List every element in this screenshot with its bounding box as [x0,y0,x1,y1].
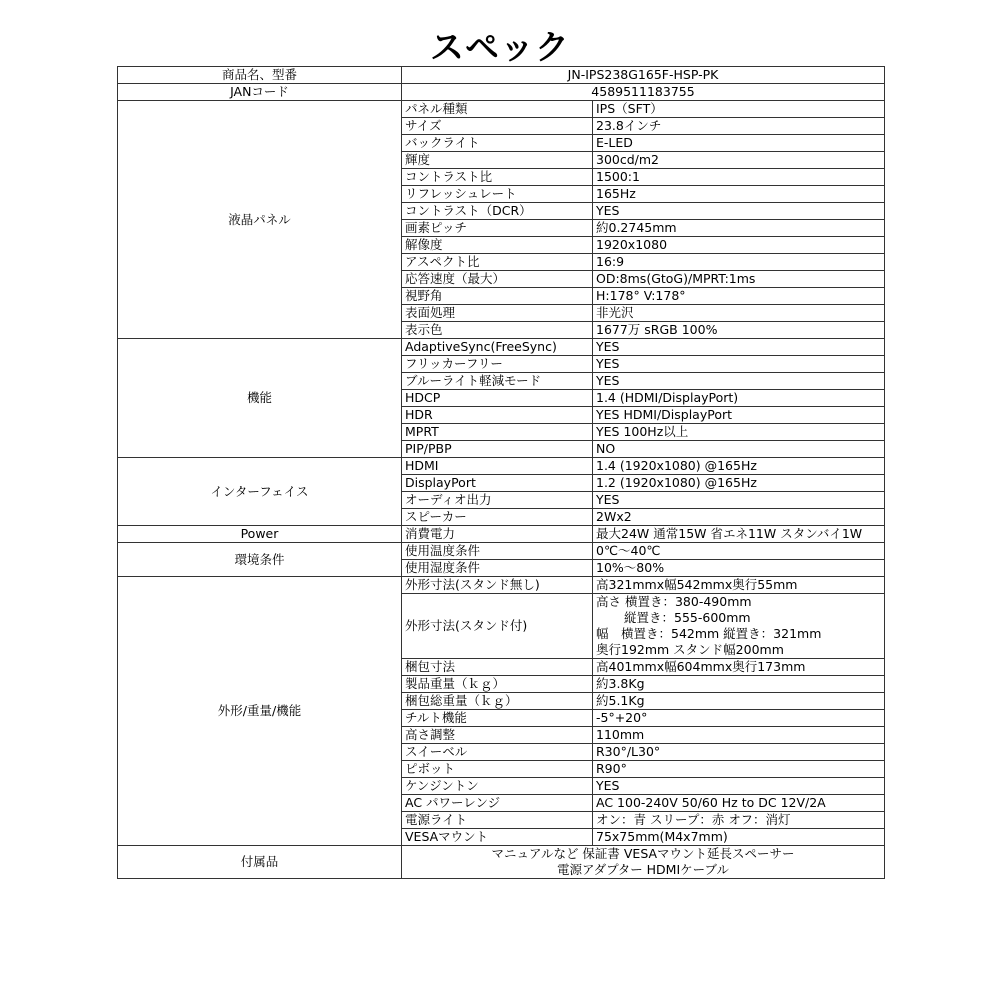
spec-value: 非光沢 [593,305,885,322]
category-cell: 機能 [118,339,402,458]
spec-label: HDMI [402,458,593,475]
spec-value: YES [593,356,885,373]
spec-label: アスペクト比 [402,254,593,271]
spec-label: HDCP [402,390,593,407]
spec-table [117,66,885,879]
spec-label: ブルーライト軽減モード [402,373,593,390]
spec-label: 表面処理 [402,305,593,322]
spec-value: 約5.1Kg [593,693,885,710]
spec-value-line: 奥行192mm スタンド幅200mm [596,642,784,657]
category-cell: 環境条件 [118,543,402,577]
spec-value: 16:9 [593,254,885,271]
spec-value: OD:8ms(GtoG)/MPRT:1ms [593,271,885,288]
spec-value: 約0.2745mm [593,220,885,237]
accessories-row [118,846,885,879]
spec-value: 165Hz [593,186,885,203]
spec-value: 1677万 sRGB 100% [593,322,885,339]
spec-value: NO [593,441,885,458]
spec-value: YES [593,492,885,509]
spec-label: 製品重量（ｋｇ） [402,676,593,693]
spec-label: 消費電力 [402,526,593,543]
spec-value-line: 高さ 横置き：380-490mm [596,594,752,609]
spec-label: AC パワーレンジ [402,795,593,812]
spec-label: 電源ライト [402,812,593,829]
spec-value: YES [593,203,885,220]
spec-value-line: 幅 横置き：542mm 縦置き：321mm [596,626,822,641]
spec-value: R30°/L30° [593,744,885,761]
spec-label: 梱包寸法 [402,659,593,676]
spec-table-body [118,67,885,879]
spec-value: 1.4 (HDMI/DisplayPort) [593,390,885,407]
spec-value: 1920x1080 [593,237,885,254]
spec-label: スピーカー [402,509,593,526]
spec-label: 使用温度条件 [402,543,593,560]
spec-value: 23.8インチ [593,118,885,135]
accessories-line: マニュアルなど 保証書 VESAマウント延長スペーサー [491,846,795,861]
spec-label: ケンジントン [402,778,593,795]
category-cell: 外形/重量/機能 [118,577,402,846]
spec-value: 高401mmx幅604mmx奥行173mm [593,659,885,676]
spec-label: 応答速度（最大） [402,271,593,288]
header-label: JANコード [118,84,402,101]
spec-value: E-LED [593,135,885,152]
spec-label: ピボット [402,761,593,778]
spec-value: R90° [593,761,885,778]
spec-value: オン：青 スリープ：赤 オフ：消灯 [593,812,885,829]
spec-value: 110mm [593,727,885,744]
header-row [118,67,885,84]
spec-value: YES [593,339,885,356]
spec-label: リフレッシュレート [402,186,593,203]
category-cell: 液晶パネル [118,101,402,339]
spec-value: YES [593,373,885,390]
spec-value: 1500:1 [593,169,885,186]
category-cell: 付属品 [118,846,402,879]
spec-value: 0℃～40℃ [593,543,885,560]
spec-label: PIP/PBP [402,441,593,458]
table-row [118,101,885,118]
category-cell: インターフェイス [118,458,402,526]
spec-label: スイーベル [402,744,593,761]
spec-value: YES [593,778,885,795]
spec-value [593,594,885,659]
spec-label: オーディオ出力 [402,492,593,509]
category-cell: Power [118,526,402,543]
spec-value: AC 100-240V 50/60 Hz to DC 12V/2A [593,795,885,812]
header-value: 4589511183755 [402,84,885,101]
spec-value: 300cd/m2 [593,152,885,169]
spec-value: 約3.8Kg [593,676,885,693]
spec-label: 梱包総重量（ｋｇ） [402,693,593,710]
spec-label: 視野角 [402,288,593,305]
header-row [118,84,885,101]
spec-value: H:178° V:178° [593,288,885,305]
spec-value: 75x75mm(M4x7mm) [593,829,885,846]
spec-label: バックライト [402,135,593,152]
spec-value: YES HDMI/DisplayPort [593,407,885,424]
spec-label: 画素ピッチ [402,220,593,237]
spec-value: 1.4 (1920x1080) @165Hz [593,458,885,475]
spec-value: YES 100Hz以上 [593,424,885,441]
spec-label: AdaptiveSync(FreeSync) [402,339,593,356]
spec-value: 高321mmx幅542mmx奥行55mm [593,577,885,594]
spec-label: 外形寸法(スタンド無し) [402,577,593,594]
spec-label: 使用湿度条件 [402,560,593,577]
spec-value: 1.2 (1920x1080) @165Hz [593,475,885,492]
spec-label: HDR [402,407,593,424]
table-row [118,577,885,594]
spec-value: IPS（SFT） [593,101,885,118]
page-title: スペック [430,28,570,68]
spec-value-line: 縦置き：555-600mm [624,610,751,625]
spec-label: 解像度 [402,237,593,254]
header-value: JN-IPS238G165F-HSP-PK [402,67,885,84]
spec-label: フリッカーフリー [402,356,593,373]
spec-label: コントラスト比 [402,169,593,186]
spec-label: サイズ [402,118,593,135]
header-label: 商品名、型番 [118,67,402,84]
spec-value: -5°+20° [593,710,885,727]
spec-label: コントラスト（DCR） [402,203,593,220]
spec-label: 外形寸法(スタンド付) [402,594,593,659]
spec-label: DisplayPort [402,475,593,492]
spec-label: 表示色 [402,322,593,339]
accessories-line: 電源アダプター HDMIケーブル [556,862,730,877]
spec-label: VESAマウント [402,829,593,846]
accessories-value [402,846,885,879]
table-row [118,339,885,356]
spec-label: チルト機能 [402,710,593,727]
spec-value: 2Wx2 [593,509,885,526]
spec-label: パネル種類 [402,101,593,118]
spec-label: MPRT [402,424,593,441]
spec-label: 輝度 [402,152,593,169]
table-row [118,526,885,543]
spec-label: 高さ調整 [402,727,593,744]
spec-value: 10%～80% [593,560,885,577]
table-row [118,458,885,475]
table-row [118,543,885,560]
spec-value: 最大24W 通常15W 省エネ11W スタンバイ1W [593,526,885,543]
